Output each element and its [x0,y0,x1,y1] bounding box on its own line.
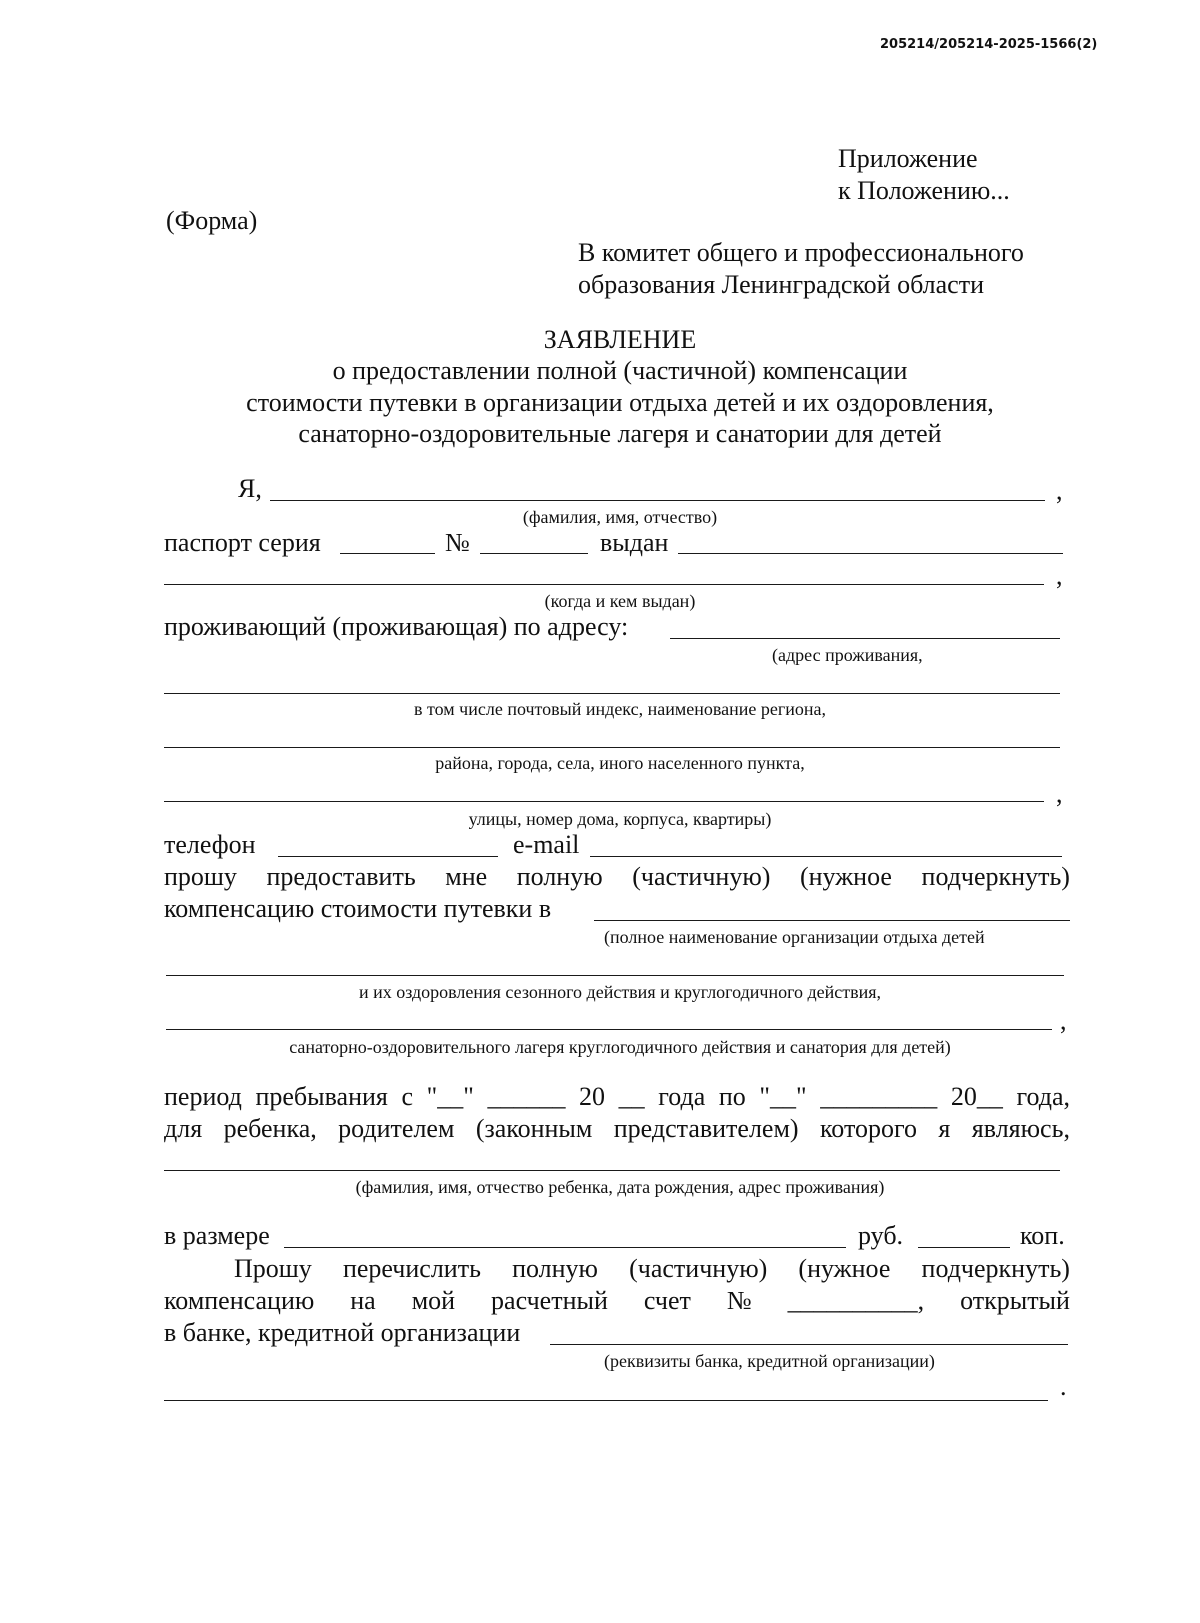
request-word: полную [516,862,603,891]
transfer-word: (нужное [798,1254,891,1283]
request-word: (нужное [799,862,892,891]
transfer-word: Прошу [234,1254,312,1283]
child-word: являюсь, [971,1114,1070,1143]
title-line-2: стоимости путевки в организации отдыха детей и их оздоровления, [246,388,994,417]
appendix-line-1: Приложение [838,144,978,173]
comma-mark: , [1056,476,1063,505]
number-sign: № [445,528,470,557]
passport-series-label: паспорт серия [164,528,321,557]
transfer-word: (частичную) [629,1254,768,1283]
addressee-line-2: образования Ленинградской области [578,270,984,299]
organization-hint-2: и их оздоровления сезонного действия и круглогодичного действия, [358,982,882,1002]
issued-field-line-1[interactable] [678,553,1063,554]
amount-label: в размере [164,1221,270,1250]
fio-field-line[interactable] [270,500,1045,501]
child-word: для [164,1114,203,1143]
account-line [164,1288,1070,1314]
ya-label: Я, [238,474,262,503]
kop-label: коп. [1020,1221,1065,1250]
organization-field-line-2[interactable] [166,975,1064,976]
request-word: мне [445,862,488,891]
address-hint-2: в том числе почтовый индекс, наименование региона, [414,699,826,719]
bank-field-line-2[interactable] [164,1400,1048,1401]
period-text: период пребывания с "__" ______ 20 __ года по "__" _________ 20__ года, [164,1082,1070,1111]
amount-kop-field-line[interactable] [918,1247,1010,1248]
account-word: счет [643,1286,691,1315]
comma-mark: , [1060,1006,1067,1035]
fio-hint: (фамилия, имя, отчество) [522,507,718,527]
account-word: на [350,1286,376,1315]
address-field-line-3[interactable] [164,747,1060,748]
compensation-label: компенсацию стоимости путевки в [164,894,552,923]
phone-label: телефон [164,830,256,859]
passport-series-field-line[interactable] [340,553,435,554]
phone-field-line[interactable] [278,856,498,857]
organization-field-line-1[interactable] [594,920,1070,921]
document-number: 205214/205214-2025-1566(2) [880,37,1098,52]
transfer-word: подчеркнуть) [921,1254,1070,1283]
email-label: e-mail [513,830,580,859]
child-field-line[interactable] [164,1170,1060,1171]
bank-hint: (реквизиты банка, кредитной организации) [604,1351,935,1371]
child-word: (законным [475,1114,593,1143]
organization-field-line-3[interactable] [166,1029,1052,1030]
address-hint-1: (адрес проживания, [772,645,923,665]
address-hint-3: района, города, села, иного населенного пункта, [435,753,805,773]
address-field-line-1[interactable] [670,638,1060,639]
address-field-line-2[interactable] [164,693,1060,694]
email-field-line[interactable] [590,856,1062,857]
child-word: ребенка, [223,1114,317,1143]
amount-rub-field-line[interactable] [284,1247,846,1248]
issued-label: выдан [600,528,669,557]
transfer-word: перечислить [342,1254,481,1283]
bank-label: в банке, кредитной организации [164,1318,521,1347]
request-word: прошу [164,862,237,891]
organization-hint-3: санаторно-оздоровительного лагеря круглогодичного действия и санатория для детей) [289,1037,951,1057]
request-word: предоставить [266,862,416,891]
comma-mark: , [1056,561,1063,590]
living-label: проживающий (проживающая) по адресу: [164,612,629,641]
rub-label: руб. [858,1221,904,1250]
document-heading: ЗАЯВЛЕНИЕ [543,325,697,354]
comma-mark: , [1056,779,1063,808]
request-line [164,864,1070,890]
child-hint: (фамилия, имя, отчество ребенка, дата рождения, адрес проживания) [355,1177,885,1197]
address-field-line-4[interactable] [164,801,1044,802]
child-word: представителем) [613,1114,799,1143]
issued-hint: (когда и кем выдан) [544,591,696,611]
passport-number-field-line[interactable] [480,553,588,554]
transfer-word: полную [512,1254,598,1283]
account-word: компенсацию [164,1286,315,1315]
period-mark: . [1060,1372,1067,1401]
account-word: __________, [787,1286,925,1315]
child-word: я [938,1114,951,1143]
account-word: № [726,1286,752,1315]
addressee-line-1: В комитет общего и профессионального [578,238,1024,267]
child-line [164,1116,1070,1142]
form-label: (Форма) [166,206,258,235]
organization-hint-1: (полное наименование организации отдыха детей [604,927,985,947]
title-line-1: о предоставлении полной (частичной) компенсации [332,356,908,385]
appendix-line-2: к Положению... [838,176,1010,205]
request-word: подчеркнуть) [921,862,1070,891]
child-word: родителем [338,1114,455,1143]
transfer-line [234,1256,1070,1282]
account-word: мой [411,1286,456,1315]
bank-field-line-1[interactable] [550,1344,1068,1345]
period-line [164,1084,1070,1110]
title-line-3: санаторно-оздоровительные лагеря и санатории для детей [298,419,942,448]
child-word: которого [820,1114,918,1143]
issued-field-line-2[interactable] [164,584,1044,585]
account-word: открытый [960,1286,1070,1315]
address-hint-4: улицы, номер дома, корпуса, квартиры) [468,809,772,829]
account-word: расчетный [491,1286,608,1315]
request-word: (частичную) [632,862,771,891]
